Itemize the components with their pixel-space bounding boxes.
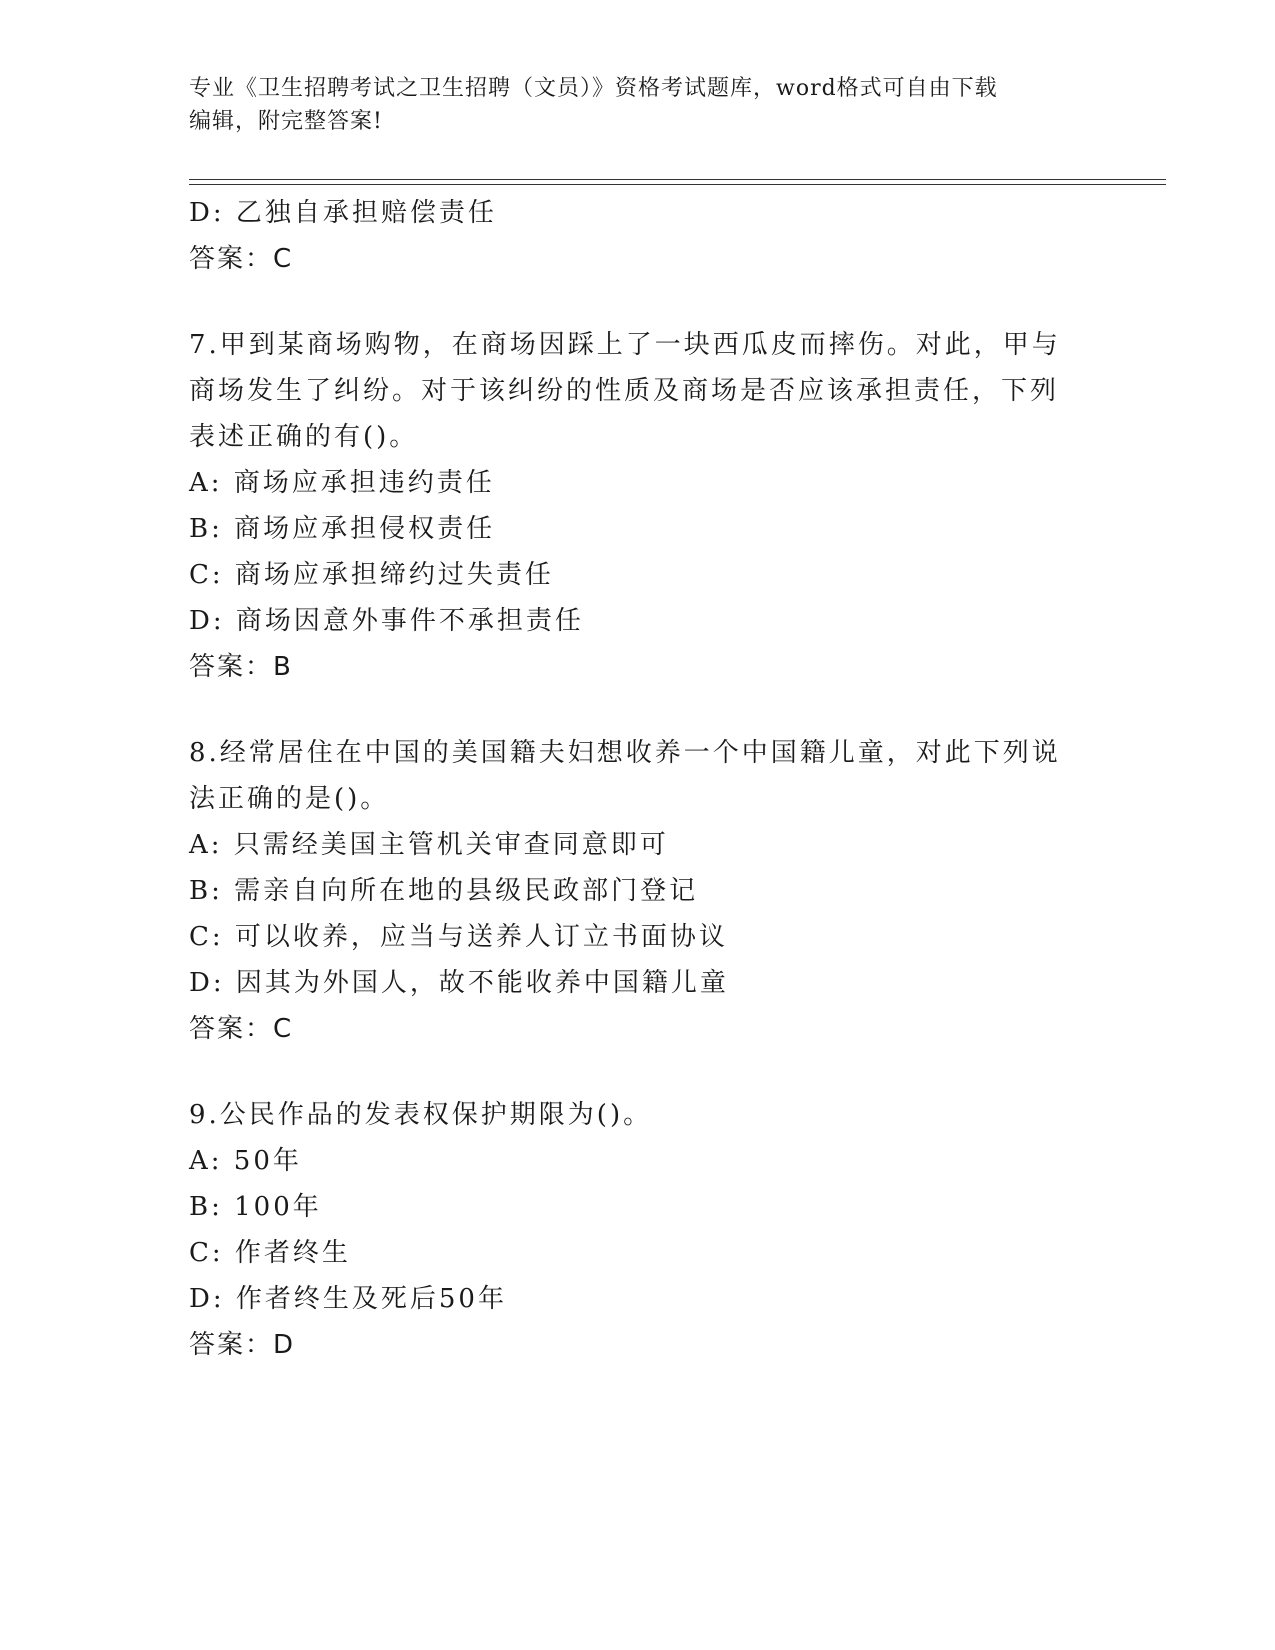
question-9-option-d: D: 作者终生及死后50年 (189, 1284, 507, 1314)
question-7-option-a: A: 商场应承担违约责任 (189, 468, 495, 498)
question-9-option-a: A: 50年 (189, 1146, 302, 1176)
question-7-option-d: D: 商场因意外事件不承担责任 (189, 606, 584, 636)
question-8-option-b: B: 需亲自向所在地的县级民政部门登记 (189, 876, 699, 906)
question-8 (189, 730, 1089, 1052)
question-9-answer: 答案：D (189, 1330, 296, 1360)
prev-answer: 答案：C (189, 244, 294, 274)
header-rule-bottom (189, 184, 1166, 185)
spacer (189, 282, 1089, 322)
question-8-option-c: C: 可以收养，应当与送养人订立书面协议 (189, 922, 728, 952)
question-7-stem-line-1: 7.甲到某商场购物，在商场因踩上了一块西瓜皮而摔伤。对此，甲与 (189, 330, 1061, 360)
question-8-option-a: A: 只需经美国主管机关审查同意即可 (189, 830, 669, 860)
question-content (189, 190, 1089, 1368)
question-9-option-c: C: 作者终生 (189, 1238, 351, 1268)
prev-option-d: D: 乙独自承担赔偿责任 (189, 198, 497, 228)
question-7-stem-line-2: 商场发生了纠纷。对于该纠纷的性质及商场是否应该承担责任，下列 (189, 376, 1060, 406)
question-8-stem-line-1: 8.经常居住在中国的美国籍夫妇想收养一个中国籍儿童，对此下列说 (189, 738, 1061, 768)
header-rule-top (189, 179, 1166, 180)
question-8-answer: 答案：C (189, 1014, 294, 1044)
question-8-stem-line-2: 法正确的是()。 (189, 784, 390, 814)
header-note (189, 72, 1089, 138)
header-line-1: 专业《卫生招聘考试之卫生招聘（文员）》资格考试题库，word格式可自由下载 (189, 76, 998, 101)
question-9-option-b: B: 100年 (189, 1192, 322, 1222)
question-9-stem-line-1: 9.公民作品的发表权保护期限为()。 (189, 1100, 653, 1130)
question-7-stem-line-3: 表述正确的有()。 (189, 422, 419, 452)
question-7-option-c: C: 商场应承担缔约过失责任 (189, 560, 554, 590)
question-7-option-b: B: 商场应承担侵权责任 (189, 514, 496, 544)
header-line-2: 编辑，附完整答案! (189, 109, 383, 134)
question-7 (189, 322, 1089, 690)
question-9 (189, 1092, 1089, 1368)
spacer (189, 690, 1089, 730)
spacer (189, 1052, 1089, 1092)
question-8-option-d: D: 因其为外国人，故不能收养中国籍儿童 (189, 968, 729, 998)
question-7-answer: 答案：B (189, 652, 293, 682)
